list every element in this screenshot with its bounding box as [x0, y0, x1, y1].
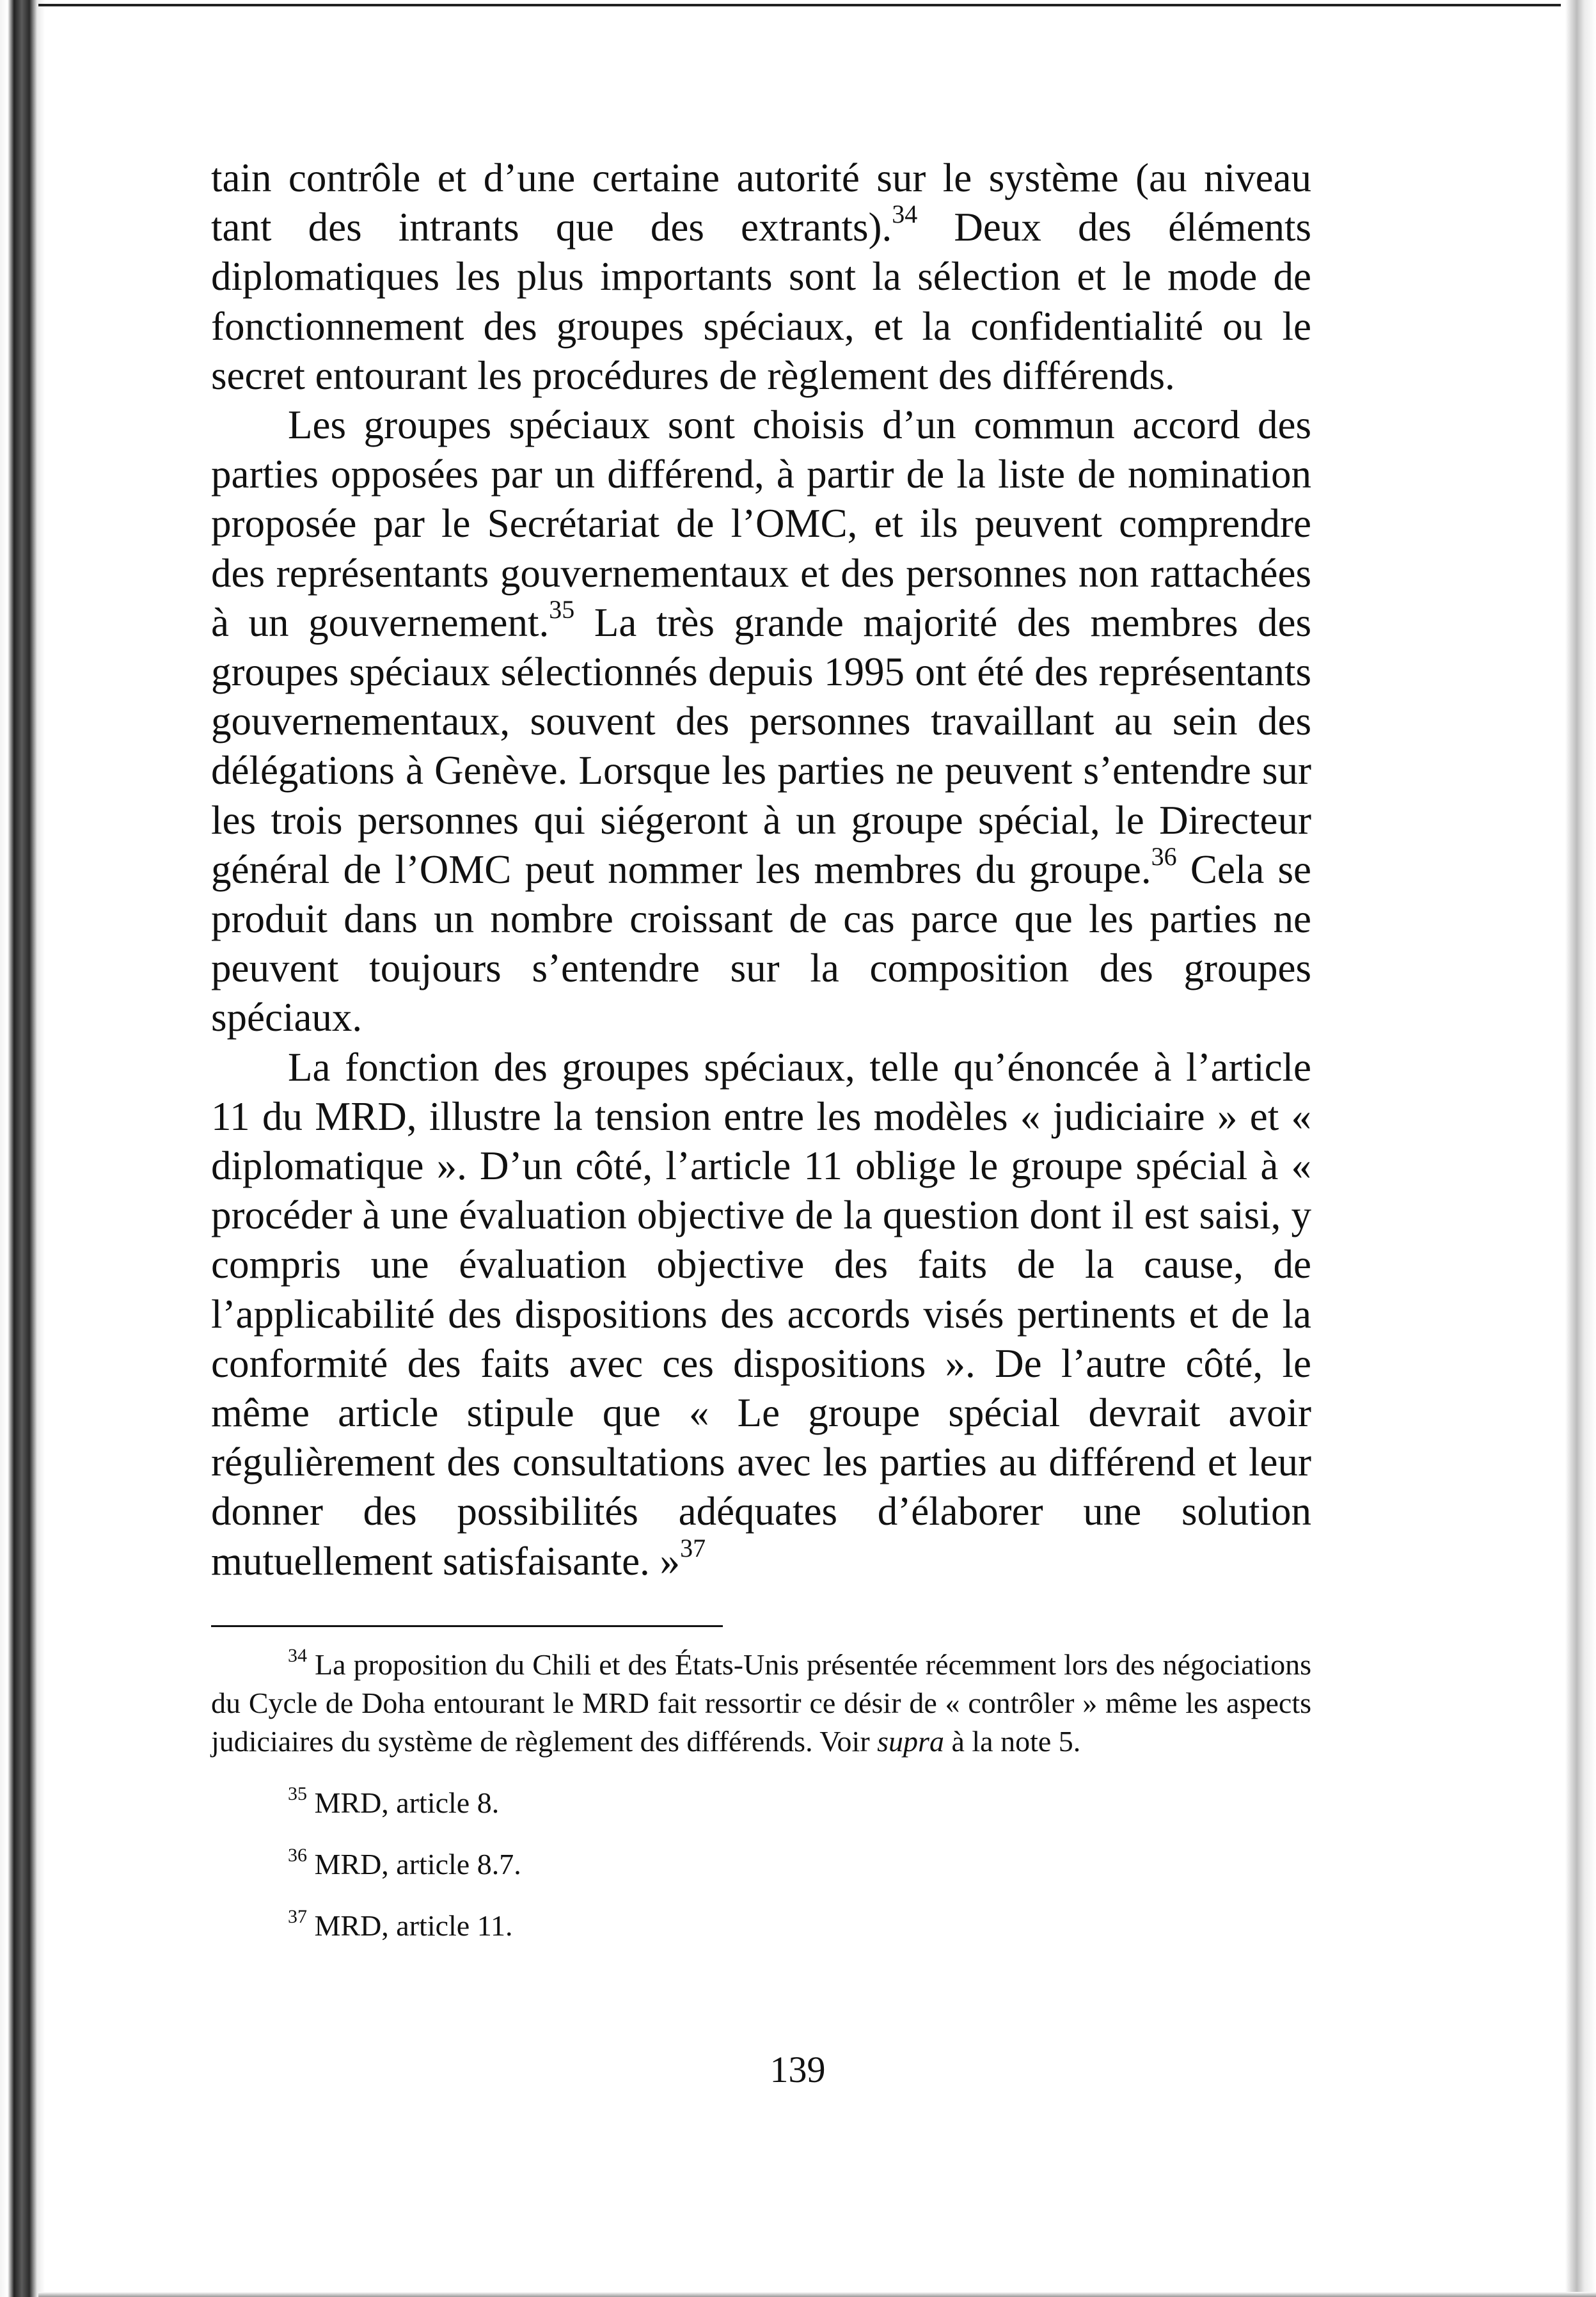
footnote-divider — [211, 1625, 723, 1627]
footnote-36 — [211, 1845, 1311, 1884]
paragraph-text: La très grande majorité des membres des groupes spéciaux sélectionnés depuis 1995 ont été des représentants gouvernementaux, souvent des personnes travaillant au sein des délégations à Genève. Lorsque les parties ne peuvent s’entendre sur les trois personnes qui siégeront à un groupe spécial, le Directeur général de l’OMC peut nommer les membres du groupe. — [211, 600, 1311, 892]
paragraph-text: Les groupes spéciaux sont choisis d’un commun accord des parties opposées par un différend, à partir de la liste de nomination proposée par le Secrétariat de l’OMC, et ils peuvent comprendre des représentants gouvernementaux et des personnes non rattachées à un gouvernement. — [211, 402, 1311, 645]
footnote-number: 37 — [288, 1905, 307, 1927]
paragraph-text: tain contrôle et d’une certaine autorité sur le système (au niveau tant des intrants que des extrants). — [211, 155, 1311, 250]
paragraph-text: Cela se produit dans un nombre croissant de cas parce que les parties ne peuvent toujours s’entendre sur la composition des groupes spéciaux. — [211, 846, 1311, 1040]
footnote-text: MRD, article 8. — [307, 1786, 500, 1819]
scan-edge-bottom — [38, 2292, 1596, 2297]
scan-edge-top — [38, 4, 1561, 6]
paragraph-2 — [211, 401, 1311, 1043]
paragraph-1 — [211, 154, 1311, 401]
footnote-number: 36 — [288, 1844, 307, 1866]
footnote-text: à la note 5. — [944, 1725, 1081, 1758]
footnote-reference-36: 36 — [1151, 841, 1177, 871]
footnote-35 — [211, 1784, 1311, 1822]
footnote-italic-text: supra — [877, 1725, 944, 1758]
footnote-reference-34: 34 — [892, 200, 918, 229]
scan-edge-right — [1565, 0, 1596, 2297]
footnote-text: MRD, article 11. — [307, 1909, 513, 1942]
footnote-number: 35 — [288, 1783, 307, 1804]
footnote-text: MRD, article 8.7. — [307, 1848, 521, 1880]
footnote-number: 34 — [288, 1644, 307, 1666]
paragraph-3 — [211, 1043, 1311, 1586]
scan-edge-left — [0, 0, 45, 2297]
footnote-reference-35: 35 — [549, 594, 575, 624]
footnote-37 — [211, 1907, 1311, 1945]
main-text — [211, 154, 1311, 1586]
footnote-text: La proposition du Chili et des États-Unis présentée récemment lors des négociations du Cycle de Doha entourant le MRD fait ressortir ce désir de « contrôler » même les aspects judiciaires du système de règlement des différends. Voir — [211, 1648, 1311, 1758]
footnote-reference-37: 37 — [680, 1533, 706, 1562]
footnote-34 — [211, 1646, 1311, 1761]
page-number: 139 — [770, 2049, 826, 2090]
footnotes — [211, 1646, 1311, 1945]
paragraph-text: Deux des éléments diplomatiques les plus importants sont la sélection et le mode de fonctionnement des groupes spéciaux, et la confidentialité ou le secret entourant les procédures de règlement des différends. — [211, 205, 1311, 398]
paragraph-text: La fonction des groupes spéciaux, telle qu’énoncée à l’article 11 du MRD, illustre la tension entre les modèles « judiciaire » et « diplomatique ». D’un côté, l’article 11 oblige le groupe spécial à « procéder à une évaluation objective de la question dont il est saisi, y compris une évaluation objective des faits de la cause, de l’applicabilité des dispositions des accords visés pertinents et de la conformité des faits avec ces dispositions ». De l’autre côté, le même article stipule que « Le groupe spécial devrait avoir régulièrement des consultations avec les parties au différend et leur donner des possibilités adéquates d’élaborer une solution mutuellement satisfaisante. » — [211, 1044, 1311, 1584]
